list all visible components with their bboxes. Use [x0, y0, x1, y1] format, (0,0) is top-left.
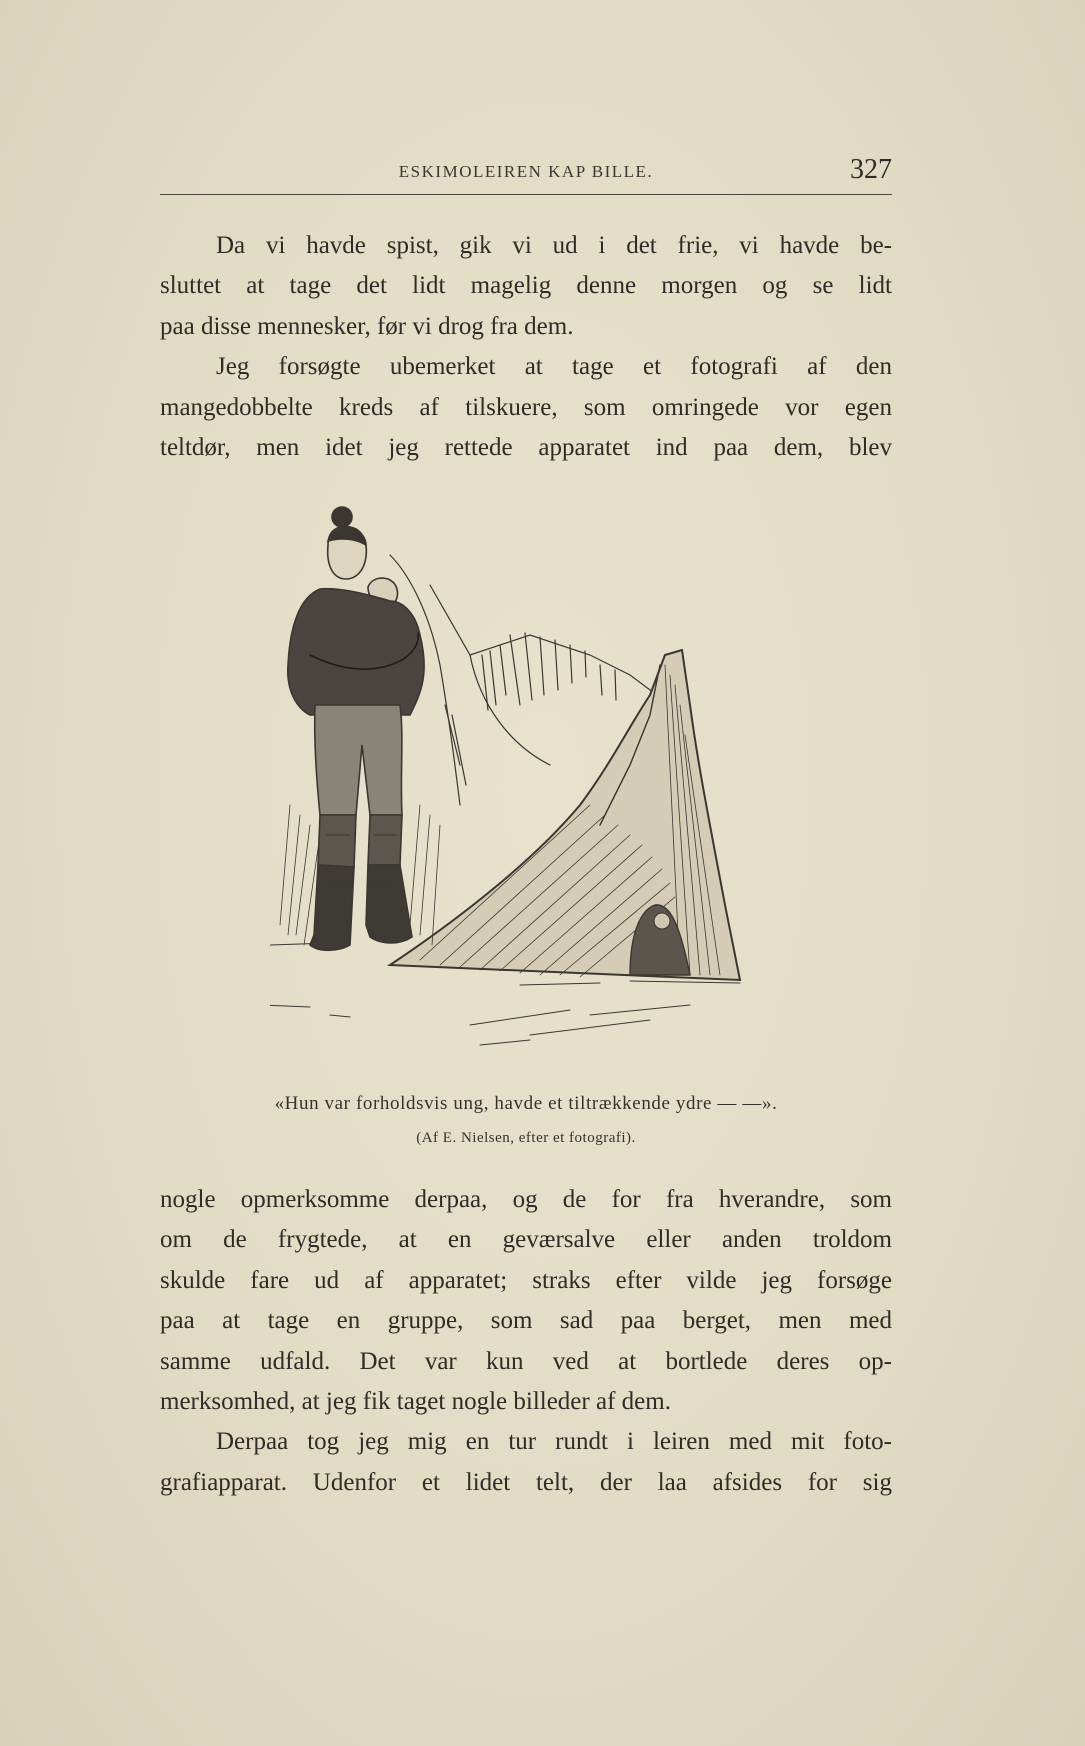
tent	[390, 650, 740, 980]
page-number: 327	[850, 154, 892, 185]
paragraph-bottom	[160, 1180, 892, 1503]
text-line: skulde fare ud af apparatet; straks efter vilde jeg forsøge	[160, 1266, 892, 1294]
text-line: Derpaa tog jeg mig en tur rundt i leiren med mit foto-	[216, 1428, 892, 1456]
text-line: Jeg forsøgte ubemerket at tage et fotografi af den	[216, 353, 892, 381]
page-header	[160, 154, 892, 195]
figure-credit: (Af E. Nielsen, efter et fotografi).	[416, 1130, 636, 1146]
text-line: samme udfald. Det var kun ved at bortlede deres op-	[160, 1347, 892, 1375]
figure-caption: «Hun var forholdsvis ung, havde et tiltrækkende ydre — —».	[274, 1093, 778, 1114]
text-line: merksomhed, at jeg fik taget nogle billeder af dem.	[160, 1387, 671, 1415]
text-line: om de frygtede, at en geværsalve eller anden troldom	[160, 1226, 892, 1254]
text-line: teltdør, men idet jeg rettede apparatet ind paa dem, blev	[160, 433, 892, 461]
left-hatching	[280, 805, 440, 945]
text-line: Da vi havde spist, gik vi ud i det frie, vi havde be-	[216, 232, 892, 259]
text-line: mangedobbelte kreds af tilskuere, som omringede vor egen	[160, 393, 892, 421]
engraving-illustration	[270, 505, 810, 1075]
text-line: grafiapparat. Udenfor et lidet telt, der laa afsides for sig	[160, 1468, 892, 1496]
text-line: nogle opmerksomme derpaa, og de for fra hverandre, som	[160, 1186, 892, 1213]
running-head: ESKIMOLEIREN KAP BILLE.	[398, 162, 654, 181]
text-line: sluttet at tage det lidt magelig denne morgen og se lidt	[160, 272, 892, 300]
text-line: paa disse mennesker, før vi drog fra dem.	[160, 312, 574, 340]
woman-figure	[288, 507, 424, 950]
paragraph-top	[160, 226, 892, 468]
text-line: paa at tage en gruppe, som sad paa berget, men med	[160, 1307, 892, 1335]
